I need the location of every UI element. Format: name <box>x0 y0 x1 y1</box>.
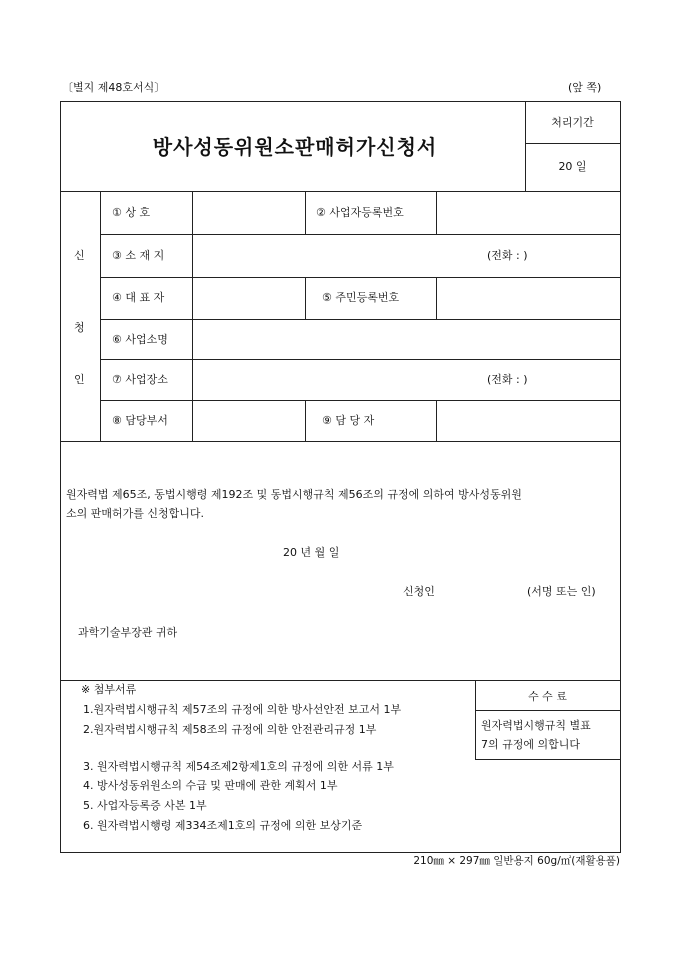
representative-field[interactable] <box>193 278 304 318</box>
form-title: 방사성동위원소판매허가신청서 <box>152 135 438 159</box>
fee-description-line-2: 7의 규정에 의합니다 <box>481 738 580 751</box>
table-rule <box>305 277 306 319</box>
statement-line-1: 원자력법 제65조, 동법시행령 제192조 및 동법시행규칙 제56조의 규정에 의하여 방사성동위원 <box>66 488 522 501</box>
applicant-label-char-1: 신 <box>74 249 85 262</box>
department-field[interactable] <box>193 401 304 440</box>
applicant-label-char-2: 청 <box>74 321 85 334</box>
attachment-item: 1.원자력법시행규칙 제57조의 규정에 의한 방사선안전 보고서 1부 <box>83 703 402 716</box>
table-rule <box>100 191 101 441</box>
signature-or-seal: (서명 또는 인) <box>527 585 596 598</box>
address-label: ③ 소 재 지 <box>112 249 165 262</box>
table-rule <box>60 441 621 442</box>
resident-reg-no-field[interactable] <box>437 278 619 318</box>
table-rule <box>525 143 620 144</box>
table-rule <box>305 400 306 441</box>
business-reg-no-label: ② 사업자등록번호 <box>316 206 404 219</box>
table-rule <box>60 680 621 681</box>
form-number: 〔별지 제48호서식〕 <box>62 81 166 94</box>
statement-line-2: 소의 판매허가를 신청합니다. <box>66 507 205 520</box>
recipient: 과학기술부장관 귀하 <box>78 626 178 639</box>
business-name-field[interactable] <box>193 320 619 358</box>
table-rule <box>305 191 306 234</box>
attachment-item: 3. 원자력법시행규칙 제54조제2항제1호의 규정에 의한 서류 1부 <box>83 760 394 773</box>
address-phone: (전화 : ) <box>487 249 528 262</box>
business-name-label: ⑥ 사업소명 <box>112 333 168 346</box>
page-side-label: (앞 쪽) <box>568 81 602 94</box>
processing-period-label: 처리기간 <box>551 116 594 129</box>
table-rule <box>60 101 61 853</box>
attachments-heading: ※ 첨부서류 <box>81 683 137 696</box>
attachment-item: 5. 사업자등록증 사본 1부 <box>83 799 207 812</box>
attachment-item: 4. 방사성동위원소의 수급 및 판매에 관한 계획서 1부 <box>83 779 338 792</box>
fee-label: 수 수 료 <box>528 690 567 703</box>
trade-name-field[interactable] <box>193 192 304 233</box>
department-label: ⑧ 담당부서 <box>112 414 168 427</box>
resident-reg-no-label: ⑤ 주민등록번호 <box>322 291 400 304</box>
business-reg-no-field[interactable] <box>437 192 619 233</box>
application-date: 20 년 월 일 <box>283 546 340 559</box>
representative-label: ④ 대 표 자 <box>112 291 165 304</box>
business-place-field[interactable] <box>193 360 483 399</box>
processing-period-value: 20 일 <box>558 160 587 173</box>
table-rule <box>525 101 526 191</box>
table-rule <box>60 852 621 853</box>
trade-name-label: ① 상 호 <box>112 206 151 219</box>
table-rule <box>475 759 620 760</box>
table-rule <box>60 101 621 102</box>
applicant-label-char-3: 인 <box>74 373 85 386</box>
attachment-item: 6. 원자력법시행령 제334조제1호의 규정에 의한 보상기준 <box>83 819 363 832</box>
person-in-charge-field[interactable] <box>437 401 619 440</box>
person-in-charge-label: ⑨ 담 당 자 <box>322 414 375 427</box>
table-rule <box>620 101 621 853</box>
fee-description-line-1: 원자력법시행규칙 별표 <box>481 719 591 732</box>
table-rule <box>475 710 620 711</box>
business-place-phone: (전화 : ) <box>487 373 528 386</box>
address-field[interactable] <box>193 235 483 276</box>
business-place-label: ⑦ 사업장소 <box>112 373 168 386</box>
attachment-item: 2.원자력법시행규칙 제58조의 규정에 의한 안전관리규정 1부 <box>83 723 377 736</box>
applicant-signature-label: 신청인 <box>403 585 435 598</box>
paper-spec: 210㎜ × 297㎜ 일반용지 60g/㎡(재활용품) <box>413 855 620 867</box>
